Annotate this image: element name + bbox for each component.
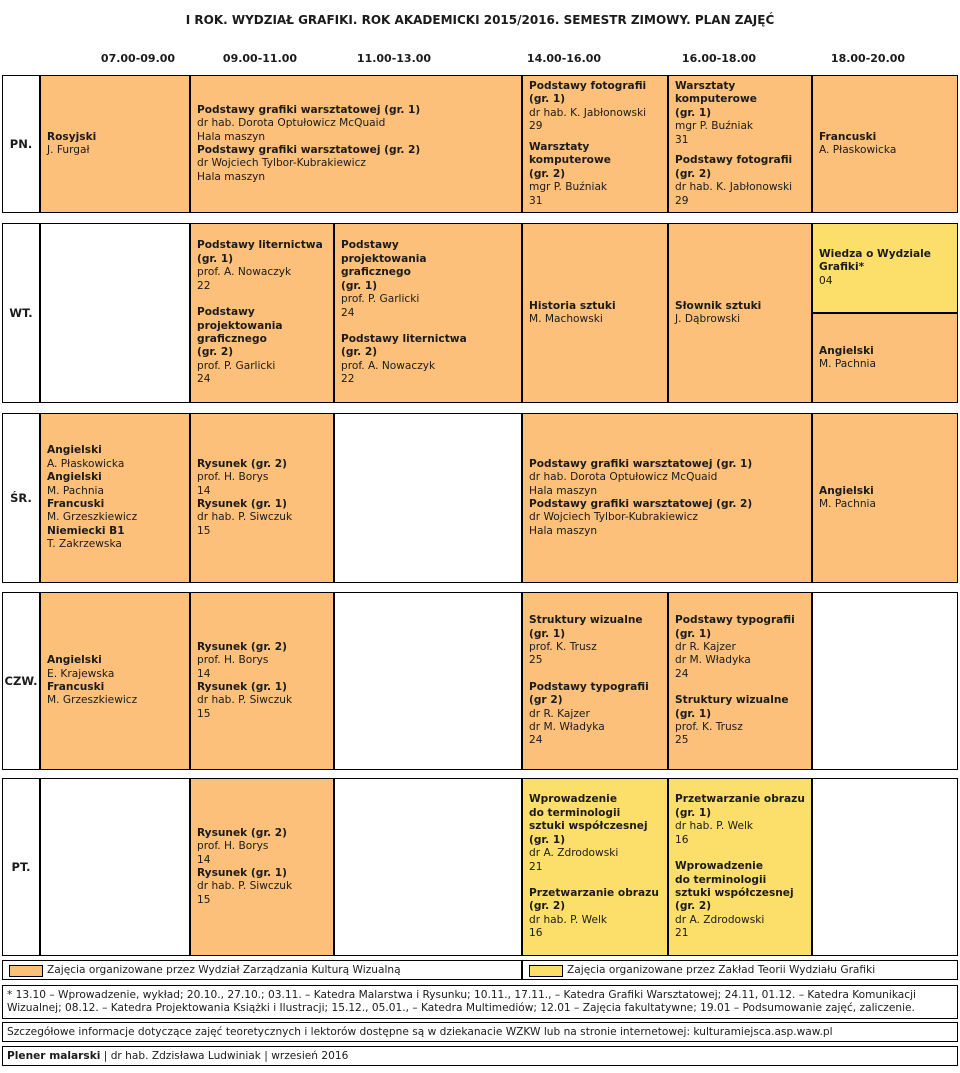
- room: 29: [675, 194, 689, 207]
- teacher: prof. H. Borys: [197, 471, 269, 484]
- course-name: Rysunek (gr. 2): [197, 826, 287, 839]
- course-name: Angielski: [47, 654, 102, 667]
- group: (gr. 2): [197, 346, 234, 359]
- course-name: graficznego: [341, 266, 411, 279]
- course-name: Angielski: [47, 471, 102, 484]
- teacher: E. Krajewska: [47, 667, 115, 680]
- teacher: J. Furgał: [47, 144, 90, 156]
- class-cell: [190, 778, 334, 956]
- teacher: prof. P. Garlicki: [197, 359, 276, 372]
- teacher: M. Pachnia: [819, 358, 876, 370]
- room: 15: [197, 707, 211, 720]
- teacher: dr hab. P. Siwczuk: [197, 880, 293, 893]
- course-name: projektowania: [197, 319, 283, 332]
- group: (gr. 1): [529, 627, 566, 640]
- course-name: Podstawy: [197, 306, 255, 319]
- teacher: dr hab. P. Siwczuk: [197, 694, 293, 707]
- yellow-swatch: [529, 965, 563, 977]
- course-name: Podstawy typografii: [675, 614, 795, 627]
- course-name: Angielski: [819, 344, 874, 357]
- course-name: Rysunek (gr. 1): [197, 498, 287, 510]
- group: (gr. 2): [675, 900, 712, 913]
- course-name: Podstawy grafiki warsztatowej (gr. 2): [529, 498, 753, 510]
- room: 15: [197, 524, 211, 537]
- teacher: T. Zakrzewska: [47, 538, 122, 551]
- teacher: dr R. Kajzer: [529, 707, 590, 720]
- course-name: Słownik sztuki: [675, 299, 762, 312]
- course-name: Podstawy grafiki warsztatowej (gr. 1): [197, 103, 421, 116]
- legend-orange: [2, 960, 522, 980]
- course-name: graficznego: [197, 332, 267, 345]
- room: 22: [197, 279, 211, 292]
- course-name: do terminologii: [675, 873, 767, 886]
- class-cell: [522, 75, 668, 213]
- empty-cell: [812, 778, 958, 956]
- course-name: Podstawy liternictwa: [197, 239, 323, 252]
- empty-cell: [40, 778, 190, 956]
- room: 31: [675, 133, 689, 146]
- hour-header: 11.00-13.00: [356, 52, 432, 65]
- course-name: Francuski: [47, 498, 105, 510]
- group: (gr. 1): [529, 833, 566, 846]
- class-cell: [812, 313, 958, 403]
- group: (gr 2): [529, 694, 563, 707]
- group: (gr. 2): [341, 346, 378, 359]
- class-cell: [668, 592, 812, 770]
- teacher: dr hab. P. Welk: [675, 820, 754, 833]
- room: 16: [529, 927, 543, 940]
- room: Hala maszyn: [197, 170, 266, 183]
- room: 16: [675, 833, 689, 846]
- teacher: prof. P. Garlicki: [341, 293, 420, 306]
- group: (gr. 1): [675, 106, 712, 119]
- teacher: dr M. Władyka: [675, 654, 751, 667]
- class-cell: [190, 413, 334, 583]
- room: 15: [197, 893, 211, 906]
- group: (gr. 1): [197, 252, 234, 265]
- room: 04: [819, 274, 833, 287]
- day-label-pt: PT.: [2, 778, 40, 956]
- teacher: prof. K. Trusz: [529, 640, 597, 653]
- class-cell: [40, 75, 190, 213]
- group: (gr. 2): [529, 900, 566, 913]
- course-name: do terminologii: [529, 806, 621, 819]
- course-name: Francuski: [47, 681, 105, 693]
- course-name: Angielski: [47, 444, 102, 457]
- class-cell: [812, 75, 958, 213]
- hour-header: 16.00-18.00: [681, 52, 757, 65]
- teacher: mgr P. Buźniak: [675, 120, 754, 133]
- group: (gr. 1): [675, 627, 712, 640]
- teacher: prof. H. Borys: [197, 654, 269, 667]
- teacher: prof. K. Trusz: [675, 721, 743, 734]
- hour-header: 07.00-09.00: [100, 52, 176, 65]
- course-name: Rysunek (gr. 1): [197, 867, 287, 879]
- course-name: sztuki współczesnej: [675, 886, 794, 899]
- class-cell: [522, 592, 668, 770]
- teacher: A. Płaskowicka: [47, 457, 125, 470]
- course-name: Podstawy fotografii: [529, 80, 647, 92]
- course-name: Podstawy: [341, 239, 399, 252]
- course-name: Podstawy grafiki warsztatowej (gr. 2): [197, 144, 421, 156]
- course-name: Warsztaty: [675, 80, 736, 92]
- group: (gr. 1): [341, 279, 378, 292]
- group: (gr. 1): [675, 806, 712, 819]
- class-cell: [522, 413, 812, 583]
- course-name: Rysunek (gr. 1): [197, 681, 287, 693]
- orange-swatch: [9, 965, 43, 977]
- teacher: dr R. Kajzer: [675, 640, 736, 653]
- room: 21: [675, 927, 689, 940]
- teacher: dr M. Władyka: [529, 721, 605, 734]
- class-cell: [190, 223, 334, 403]
- course-name: sztuki współczesnej: [529, 820, 648, 833]
- room: 29: [529, 120, 543, 133]
- teacher: dr hab. Dorota Optułowicz McQuaid: [197, 117, 386, 130]
- course-name: Struktury wizualne: [529, 614, 643, 627]
- class-cell: [522, 223, 668, 403]
- class-cell: [334, 223, 522, 403]
- plener-details: | dr hab. Zdzisława Ludwiniak | wrzesień 2016: [100, 1050, 349, 1062]
- room: 25: [529, 654, 543, 667]
- teacher: prof. A. Nowaczyk: [341, 359, 436, 372]
- legend-yellow: [522, 960, 958, 980]
- room: Hala maszyn: [197, 130, 266, 143]
- course-name: Francuski: [819, 130, 877, 143]
- teacher: dr hab. P. Siwczuk: [197, 511, 293, 524]
- class-cell: [668, 778, 812, 956]
- empty-cell: [40, 223, 190, 403]
- teacher: A. Płaskowicka: [819, 144, 897, 156]
- teacher: dr Wojciech Tylbor-Kubrakiewicz: [529, 511, 698, 524]
- room: 24: [675, 667, 689, 680]
- group: (gr. 1): [675, 707, 712, 720]
- class-cell: [40, 592, 190, 770]
- class-cell: [812, 223, 958, 313]
- teacher: dr hab. K. Jabłonowski: [675, 181, 793, 194]
- teacher: prof. A. Nowaczyk: [197, 266, 292, 279]
- room: Hala maszyn: [529, 484, 598, 497]
- course-name: Przetwarzanie obrazu: [675, 793, 805, 806]
- course-name: Warsztaty: [529, 140, 590, 153]
- class-cell: [812, 413, 958, 583]
- course-name: Struktury wizualne: [675, 694, 789, 707]
- course-name: Rysunek (gr. 2): [197, 640, 287, 653]
- plener-line: [2, 1046, 958, 1066]
- room: Hala maszyn: [529, 524, 598, 537]
- day-label-pn: PN.: [2, 75, 40, 213]
- page-title: I ROK. WYDZIAŁ GRAFIKI. ROK AKADEMICKI 2015/2016. SEMESTR ZIMOWY. PLAN ZAJĘĆ: [185, 13, 775, 27]
- teacher: prof. H. Borys: [197, 840, 269, 853]
- legend-orange-text: Zajęcia organizowane przez Wydział Zarządzania Kulturą Wizualną: [47, 964, 401, 976]
- course-name: Grafiki*: [819, 261, 865, 274]
- teacher: M. Grzeszkiewicz: [47, 511, 138, 524]
- teacher: mgr P. Buźniak: [529, 181, 608, 194]
- class-cell: [190, 592, 334, 770]
- teacher: J. Dąbrowski: [675, 313, 741, 325]
- course-name: Wprowadzenie: [675, 860, 763, 873]
- room: 21: [529, 860, 543, 873]
- legend-yellow-text: Zajęcia organizowane przez Zakład Teorii Wydziału Grafiki: [567, 964, 876, 976]
- course-name: Rysunek (gr. 2): [197, 457, 287, 470]
- empty-cell: [334, 778, 522, 956]
- room: 14: [197, 853, 211, 866]
- empty-cell: [812, 592, 958, 770]
- footnote: * 13.10 – Wprowadzenie, wykład; 20.10., 27.10.; 03.11. – Katedra Malarstwa i Rysunku; 10.11., 17.11., – Katedra Grafiki Warsztatowej; 24.11, 01.12. – Katedra Komunikacji Wizualnej; 08.12. – Katedra Projektowania Książki i Ilustracji; 15.12., 05.01., – Katedra Multimediów; 12.01 – Zajęcia fakultatywne; 19.01 – Podsumowanie zajęć, zaliczenie.: [2, 985, 958, 1019]
- course-name: Wiedza o Wydziale: [819, 248, 931, 260]
- course-name: Rosyjski: [47, 130, 97, 143]
- room: 24: [529, 734, 543, 747]
- hour-header: 14.00-16.00: [526, 52, 602, 65]
- class-cell: [668, 75, 812, 213]
- course-name: Przetwarzanie obrazu: [529, 886, 659, 899]
- course-name: Angielski: [819, 484, 874, 497]
- day-label-wt: WT.: [2, 223, 40, 403]
- class-cell: [668, 223, 812, 403]
- room: 24: [341, 306, 355, 319]
- teacher: dr A. Zdrodowski: [529, 847, 619, 860]
- course-name: Podstawy fotografii: [675, 154, 793, 167]
- course-name: Podstawy grafiki warsztatowej (gr. 1): [529, 457, 753, 470]
- teacher: dr Wojciech Tylbor-Kubrakiewicz: [197, 157, 366, 170]
- room: 25: [675, 734, 689, 747]
- course-name: Niemiecki B1: [47, 524, 125, 537]
- day-label-czw: CZW.: [2, 592, 40, 770]
- group: (gr. 2): [675, 167, 712, 180]
- room: 22: [341, 373, 355, 386]
- course-name: Podstawy liternictwa: [341, 332, 467, 345]
- hour-header: 09.00-11.00: [222, 52, 298, 65]
- room: 24: [197, 373, 211, 386]
- course-name: Podstawy typografii: [529, 680, 649, 693]
- teacher: M. Pachnia: [47, 484, 104, 497]
- room: 31: [529, 194, 543, 207]
- teacher: dr hab. Dorota Optułowicz McQuaid: [529, 471, 718, 484]
- teacher: dr hab. K. Jabłonowski: [529, 106, 647, 119]
- hour-header: 18.00-20.00: [830, 52, 906, 65]
- course-name: Wprowadzenie: [529, 793, 617, 806]
- room: 14: [197, 484, 211, 497]
- room: 14: [197, 667, 211, 680]
- course-name: projektowania: [341, 252, 427, 265]
- info-line: Szczegółowe informacje dotyczące zajęć teoretycznych i lektorów dostępne są w dziekanacie WZKW lub na stronie internetowej: kulturamiejsca.asp.waw.pl: [2, 1022, 958, 1042]
- class-cell: [190, 75, 522, 213]
- teacher: M. Grzeszkiewicz: [47, 694, 138, 707]
- course-name: Historia sztuki: [529, 299, 616, 312]
- empty-cell: [334, 413, 522, 583]
- teacher: dr A. Zdrodowski: [675, 913, 765, 926]
- class-cell: [522, 778, 668, 956]
- teacher: M. Pachnia: [819, 498, 876, 510]
- teacher: M. Machowski: [529, 313, 603, 325]
- course-name: komputerowe: [675, 93, 757, 106]
- teacher: dr hab. P. Welk: [529, 913, 608, 926]
- day-label-sr: ŚR.: [2, 413, 40, 583]
- group: (gr. 2): [529, 167, 566, 180]
- course-name: komputerowe: [529, 154, 611, 167]
- plener-label: Plener malarski: [7, 1050, 101, 1062]
- group: (gr. 1): [529, 93, 566, 106]
- empty-cell: [334, 592, 522, 770]
- class-cell: [40, 413, 190, 583]
